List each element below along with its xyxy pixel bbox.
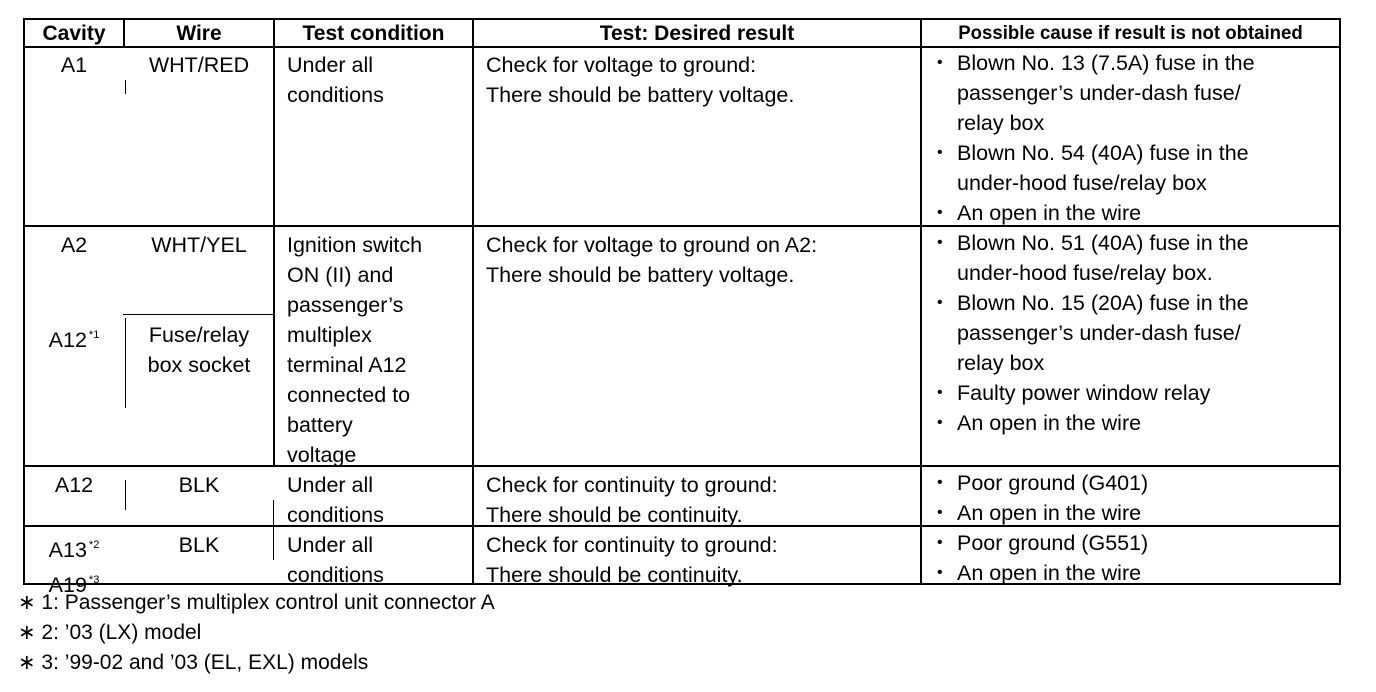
condition-line: ON (II) and	[287, 263, 394, 287]
condition-line: conditions	[287, 503, 384, 527]
header-cavity: Cavity	[42, 22, 106, 45]
footnote-marker: *3	[88, 574, 100, 586]
col-divider	[273, 500, 274, 560]
row-divider	[123, 314, 273, 315]
cause-continued: under-hood fuse/relay box.	[957, 261, 1213, 285]
footnote-2: ∗ 2: ’03 (LX) model	[18, 621, 202, 644]
condition-cell	[287, 230, 422, 470]
cause-item: • An open in the wire	[935, 408, 1249, 438]
wire-blk: BLK	[178, 533, 220, 557]
condition-line: Under all	[287, 473, 374, 497]
cause-cell	[935, 468, 1148, 528]
condition-cell	[287, 470, 384, 530]
footnote-1: ∗ 1: Passenger’s multiplex control unit connector A	[18, 591, 495, 614]
result-line: Check for continuity to ground:	[486, 533, 778, 557]
result-line: There should be continuity.	[486, 503, 743, 527]
cause-continued: relay box	[957, 351, 1045, 375]
condition-cell	[287, 50, 384, 110]
cause-item: • Blown No. 15 (20A) fuse in the	[935, 288, 1249, 318]
header-possible-cause: Possible cause if result is not obtained	[958, 23, 1303, 44]
result-cell	[486, 50, 794, 110]
row-divider	[25, 465, 1339, 467]
wire-line: box socket	[147, 353, 251, 377]
wire-blk: BLK	[178, 473, 220, 497]
col-divider	[125, 80, 126, 94]
col-divider	[472, 20, 474, 583]
result-line: There should be battery voltage.	[486, 263, 795, 287]
cause-cell	[935, 228, 1249, 438]
cause-item: • Poor ground (G551)	[935, 528, 1148, 558]
condition-line: passenger’s	[287, 293, 404, 317]
header-test-condition: Test condition	[302, 22, 445, 45]
cause-item: • Blown No. 13 (7.5A) fuse in the	[935, 48, 1255, 78]
condition-line: Under all	[287, 53, 374, 77]
cause-continued: under-hood fuse/relay box	[957, 171, 1207, 195]
cause-item: • An open in the wire	[935, 498, 1148, 528]
condition-line: Ignition switch	[287, 233, 423, 257]
cavity-a12-blk: A12	[54, 473, 94, 497]
condition-line: terminal A12	[287, 353, 407, 377]
wire-line: Fuse/relay	[148, 323, 250, 347]
diagnostic-table	[23, 18, 1341, 597]
result-line: There should be continuity.	[486, 563, 743, 587]
cause-item: • An open in the wire	[935, 558, 1148, 588]
condition-line: conditions	[287, 563, 384, 587]
condition-cell	[287, 530, 384, 590]
result-cell	[486, 470, 778, 530]
condition-line: battery	[287, 413, 353, 437]
cavity-a1: A1	[60, 53, 88, 77]
condition-line: connected to	[287, 383, 411, 407]
header-wire: Wire	[176, 22, 222, 45]
result-cell	[486, 230, 817, 290]
cause-item: • Poor ground (G401)	[935, 468, 1148, 498]
cause-item: • An open in the wire	[935, 198, 1255, 228]
result-line: Check for voltage to ground on A2:	[486, 233, 818, 257]
condition-line: voltage	[287, 443, 357, 467]
cause-continued: passenger’s under-dash fuse/	[957, 81, 1241, 105]
cause-cell	[935, 48, 1255, 228]
header-desired-result: Test: Desired result	[599, 22, 795, 45]
cause-continued: passenger’s under-dash fuse/	[957, 321, 1241, 345]
cavity-a12	[25, 320, 123, 355]
wire-wht-yel: WHT/YEL	[151, 233, 247, 257]
result-cell	[486, 530, 778, 590]
col-divider	[920, 20, 922, 583]
wire-wht-red: WHT/RED	[148, 53, 250, 77]
wire-fuse-relay-socket	[125, 320, 273, 380]
cavity-a2: A2	[60, 233, 88, 257]
cause-item: • Faulty power window relay	[935, 378, 1249, 408]
cavity-label: A13	[48, 538, 87, 562]
cavity-label: A12	[48, 328, 87, 352]
condition-line: conditions	[287, 83, 384, 107]
col-divider	[273, 20, 275, 465]
footnote-marker: *2	[88, 539, 100, 551]
condition-line: multiplex	[287, 323, 372, 347]
result-line: Check for voltage to ground:	[486, 53, 757, 77]
footnote-marker: *1	[88, 329, 100, 341]
cause-cell	[935, 528, 1148, 588]
condition-line: Under all	[287, 533, 374, 557]
cause-item: • Blown No. 54 (40A) fuse in the	[935, 138, 1255, 168]
cause-continued: relay box	[957, 111, 1045, 135]
result-line: There should be battery voltage.	[486, 83, 795, 107]
cause-item: • Blown No. 51 (40A) fuse in the	[935, 228, 1249, 258]
cavity-label: A19	[48, 573, 87, 597]
footnote-3: ∗ 3: ’99-02 and ’03 (EL, EXL) models	[18, 651, 369, 674]
result-line: Check for continuity to ground:	[486, 473, 778, 497]
